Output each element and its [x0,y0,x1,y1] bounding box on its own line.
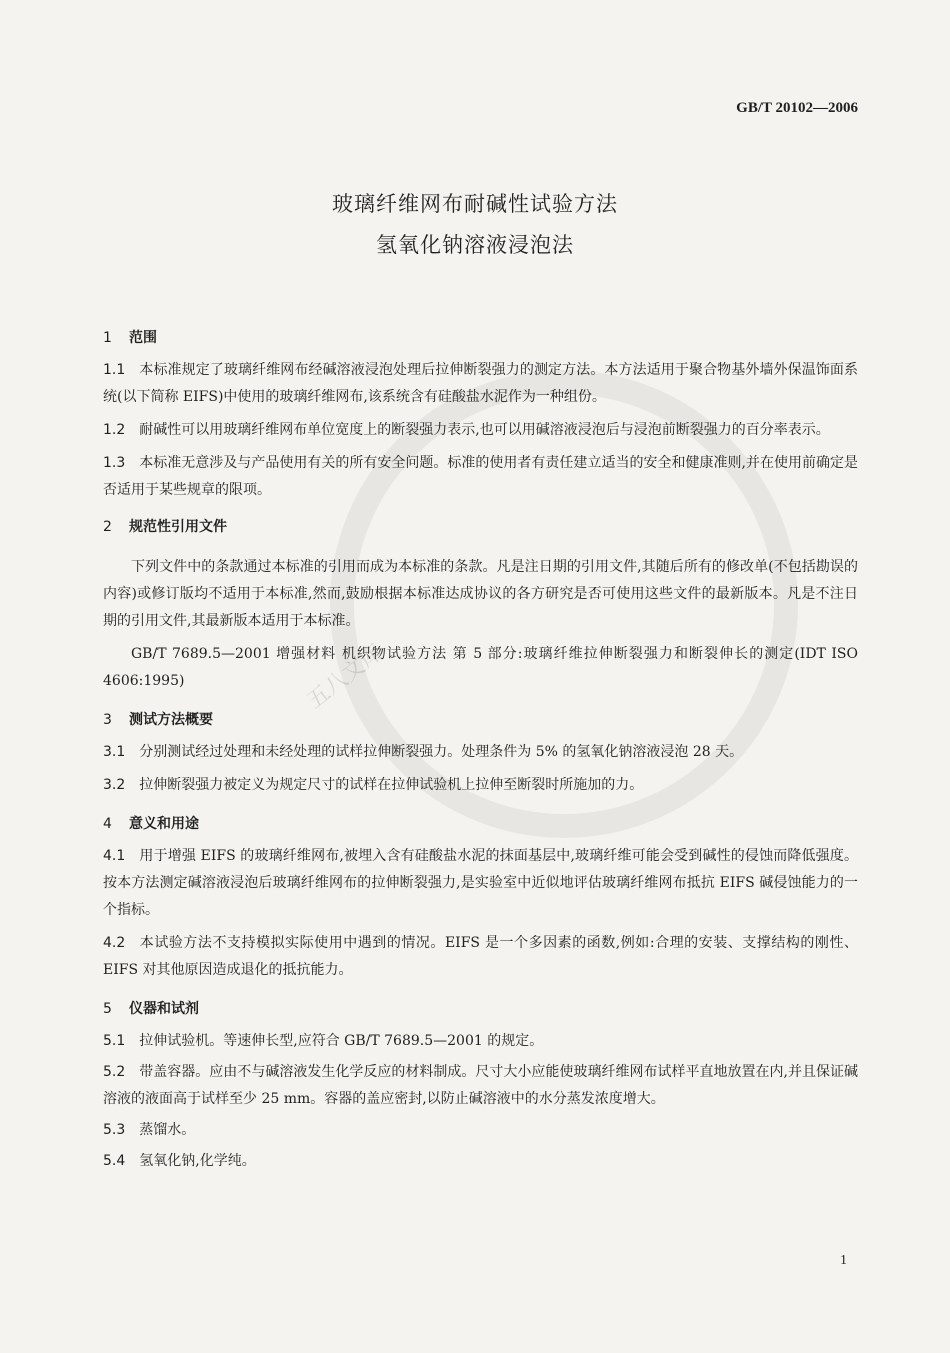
section-heading: 2 规范性引用文件 [103,519,227,535]
section-heading: 5 仪器和试剂 [103,1001,199,1017]
section-heading: 4 意义和用途 [103,816,199,832]
clause: 1.3 本标准无意涉及与产品使用有关的所有安全问题。标准的使用者有责任建立适当的安全和健康准则,并在使用前确定是否适用于某些规章的限项。 [103,455,858,498]
section-heading: 1 范围 [103,330,157,346]
standard-code: GB/T 20102—2006 [736,100,858,116]
clause: 5.2 带盖容器。应由不与碱溶液发生化学反应的材料制成。尺寸大小应能使玻璃纤维网布试样平直地放置在内,并且保证碱溶液的液面高于试样至少 25 mm。容器的盖应密封,以防止碱溶液中的水分蒸发浓度增大。 [103,1064,858,1107]
clause: 5.3 蒸馏水。 [103,1122,196,1138]
title-line-2: 氢氧化钠溶液浸泡法 [376,233,574,257]
clause: 1.2 耐碱性可以用玻璃纤维网布单位宽度上的断裂强力表示,也可以用碱溶液浸泡后与浸泡前断裂强力的百分率表示。 [103,422,830,438]
clause: 3.2 拉伸断裂强力被定义为规定尺寸的试样在拉伸试验机上拉伸至断裂时所施加的力。 [103,777,644,793]
clause: 5.1 拉伸试验机。等速伸长型,应符合 GB/T 7689.5—2001 的规定。 [103,1033,544,1049]
document-body [103,313,858,1175]
clause: 4.2 本试验方法不支持模拟实际使用中遇到的情况。EIFS 是一个多因素的函数,例如:合理的安装、支撑结构的刚性、EIFS 对其他原因造成退化的抵抗能力。 [103,935,858,978]
paragraph: 下列文件中的条款通过本标准的引用而成为本标准的条款。凡是注日期的引用文件,其随后所有的修改单(不包括勘误的内容)或修订版均不适用于本标准,然而,鼓励根据本标准达成协议的各方研究是否可使用这些文件的最新版本。凡是不注日期的引用文件,其最新版本适用于本标准。 [103,559,858,629]
clause: 3.1 分别测试经过处理和未经处理的试样拉伸断裂强力。处理条件为 5% 的氢氧化钠溶液浸泡 28 天。 [103,744,744,760]
section-heading: 3 测试方法概要 [103,712,213,728]
clause: 5.4 氢氧化钠,化学纯。 [103,1153,256,1169]
page-number: 1 [840,1253,847,1268]
reference-item: GB/T 7689.5—2001 增强材料 机织物试验方法 第 5 部分:玻璃纤维拉伸断裂强力和断裂伸长的测定(IDT ISO 4606:1995) [103,646,858,689]
title-line-1: 玻璃纤维网布耐碱性试验方法 [332,192,618,216]
watermark-text: 五八文库 [302,640,388,715]
clause: 4.1 用于增强 EIFS 的玻璃纤维网布,被埋入含有硅酸盐水泥的抹面基层中,玻璃纤维可能会受到碱性的侵蚀而降低强度。按本方法测定碱溶液浸泡后玻璃纤维网布的拉伸断裂强力,是实验室中近似地评估玻璃纤维网布抵抗 EIFS 碱侵蚀能力的一个指标。 [103,848,858,918]
clause: 1.1 本标准规定了玻璃纤维网布经碱溶液浸泡处理后拉伸断裂强力的测定方法。本方法适用于聚合物基外墙外保温饰面系统(以下简称 EIFS)中使用的玻璃纤维网布,该系统含有硅酸盐水泥作为一种组份。 [103,362,858,405]
